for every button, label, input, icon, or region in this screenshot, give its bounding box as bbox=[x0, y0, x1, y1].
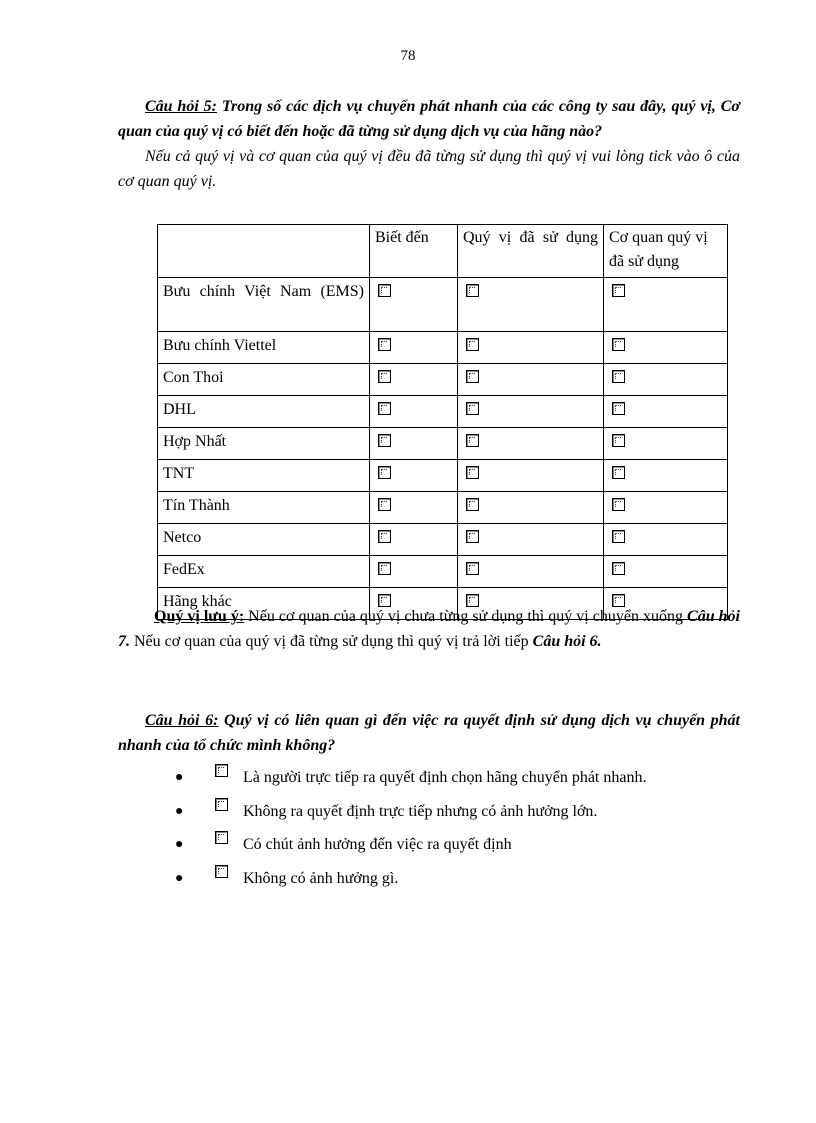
checkbox-icon[interactable] bbox=[466, 402, 479, 415]
row-label: TNT bbox=[158, 460, 370, 492]
question-5 bbox=[118, 94, 740, 194]
note-ref-question-6: Câu hỏi 6. bbox=[532, 633, 602, 650]
note-label: Quý vị lưu ý: bbox=[154, 608, 245, 625]
list-item bbox=[175, 765, 646, 799]
checkbox-icon[interactable] bbox=[378, 530, 391, 543]
row-label: Con Thoi bbox=[158, 364, 370, 396]
checkbox-icon[interactable] bbox=[612, 498, 625, 511]
note-text-2: Nếu cơ quan của quý vị đã từng sử dụng thì quý vị trả lời tiếp bbox=[130, 633, 533, 650]
table-row bbox=[158, 460, 728, 492]
checkbox-icon[interactable] bbox=[215, 831, 228, 844]
question-5-instruction: Nếu cả quý vị và cơ quan của quý vị đều đã từng sử dụng thì quý vị vui lòng tick vào ô của cơ quan quý vị. bbox=[118, 148, 740, 190]
question-6-heading bbox=[118, 708, 740, 758]
checkbox-icon[interactable] bbox=[466, 530, 479, 543]
question-6-text: Quý vị có liên quan gì đến việc ra quyết định sử dụng dịch vụ chuyển phát nhanh của tổ chức mình không? bbox=[118, 712, 741, 754]
question-5-label: Câu hỏi 5: bbox=[145, 98, 217, 115]
checkbox-icon[interactable] bbox=[378, 466, 391, 479]
checkbox-icon[interactable] bbox=[612, 284, 625, 297]
table-row bbox=[158, 428, 728, 460]
checkbox-icon[interactable] bbox=[466, 498, 479, 511]
checkbox-icon[interactable] bbox=[612, 370, 625, 383]
service-table bbox=[157, 224, 728, 620]
bullet-icon: ● bbox=[175, 803, 184, 819]
table-row bbox=[158, 278, 728, 332]
note bbox=[118, 604, 740, 654]
checkbox-icon[interactable] bbox=[466, 338, 479, 351]
note-text-1: Nếu cơ quan của quý vị chưa từng sử dụng thì quý vị chuyển xuống bbox=[244, 608, 688, 625]
question-6-options bbox=[175, 765, 646, 900]
list-item bbox=[175, 799, 646, 833]
option-label: Không có ảnh hưởng gì. bbox=[243, 870, 399, 888]
row-label: Netco bbox=[158, 524, 370, 556]
bullet-icon: ● bbox=[175, 871, 184, 887]
checkbox-icon[interactable] bbox=[215, 865, 228, 878]
row-label: FedEx bbox=[158, 556, 370, 588]
checkbox-icon[interactable] bbox=[378, 498, 391, 511]
note-ref-question-7: Câu hỏi 7. bbox=[118, 608, 740, 650]
row-label: Tín Thành bbox=[158, 492, 370, 524]
option-label: Có chút ảnh hưởng đến việc ra quyết định bbox=[243, 836, 512, 854]
list-item bbox=[175, 832, 646, 866]
checkbox-icon[interactable] bbox=[612, 434, 625, 447]
table-row bbox=[158, 556, 728, 588]
table-row bbox=[158, 364, 728, 396]
bullet-icon: ● bbox=[175, 837, 184, 853]
table-row bbox=[158, 524, 728, 556]
checkbox-icon[interactable] bbox=[378, 370, 391, 383]
checkbox-icon[interactable] bbox=[378, 402, 391, 415]
checkbox-icon[interactable] bbox=[215, 798, 228, 811]
checkbox-icon[interactable] bbox=[612, 530, 625, 543]
checkbox-icon[interactable] bbox=[612, 338, 625, 351]
checkbox-icon[interactable] bbox=[378, 434, 391, 447]
bullet-icon: ● bbox=[175, 770, 184, 785]
row-label: Hãng khác bbox=[158, 588, 370, 620]
table-header-row bbox=[158, 225, 728, 278]
option-label: Không ra quyết định trực tiếp nhưng có ảnh hưởng lớn. bbox=[243, 802, 598, 820]
page-number: 78 bbox=[400, 48, 416, 64]
header-used-personally: Quý vị đã sử dụng bbox=[458, 225, 604, 278]
checkbox-icon[interactable] bbox=[215, 764, 228, 777]
row-label: Bưu chính Việt Nam (EMS) bbox=[158, 278, 370, 332]
table-row bbox=[158, 332, 728, 364]
checkbox-icon[interactable] bbox=[378, 562, 391, 575]
row-label: Bưu chính Viettel bbox=[158, 332, 370, 364]
table-row bbox=[158, 492, 728, 524]
table-row bbox=[158, 396, 728, 428]
checkbox-icon[interactable] bbox=[612, 402, 625, 415]
row-label: DHL bbox=[158, 396, 370, 428]
question-5-text: Trong số các dịch vụ chuyển phát nhanh của các công ty sau đây, quý vị, Cơ quan của quý vị có biết đến hoặc đã từng sử dụng dịch vụ của hãng nào? bbox=[118, 98, 740, 140]
question-5-heading bbox=[118, 94, 740, 144]
question-6 bbox=[118, 708, 740, 758]
header-used-by-organization: Cơ quan quý vị đã sử dụng bbox=[604, 225, 728, 278]
option-label: Là người trực tiếp ra quyết định chọn hãng chuyển phát nhanh. bbox=[243, 769, 647, 786]
question-6-label: Câu hỏi 6: bbox=[145, 712, 219, 729]
checkbox-icon[interactable] bbox=[466, 434, 479, 447]
checkbox-icon[interactable] bbox=[378, 338, 391, 351]
checkbox-icon[interactable] bbox=[466, 562, 479, 575]
checkbox-icon[interactable] bbox=[612, 466, 625, 479]
header-empty bbox=[158, 225, 370, 278]
row-label: Hợp Nhất bbox=[158, 428, 370, 460]
list-item bbox=[175, 866, 646, 900]
checkbox-icon[interactable] bbox=[466, 466, 479, 479]
checkbox-icon[interactable] bbox=[466, 284, 479, 297]
header-known: Biết đến bbox=[370, 225, 458, 278]
checkbox-icon[interactable] bbox=[466, 370, 479, 383]
checkbox-icon[interactable] bbox=[612, 562, 625, 575]
checkbox-icon[interactable] bbox=[378, 284, 391, 297]
